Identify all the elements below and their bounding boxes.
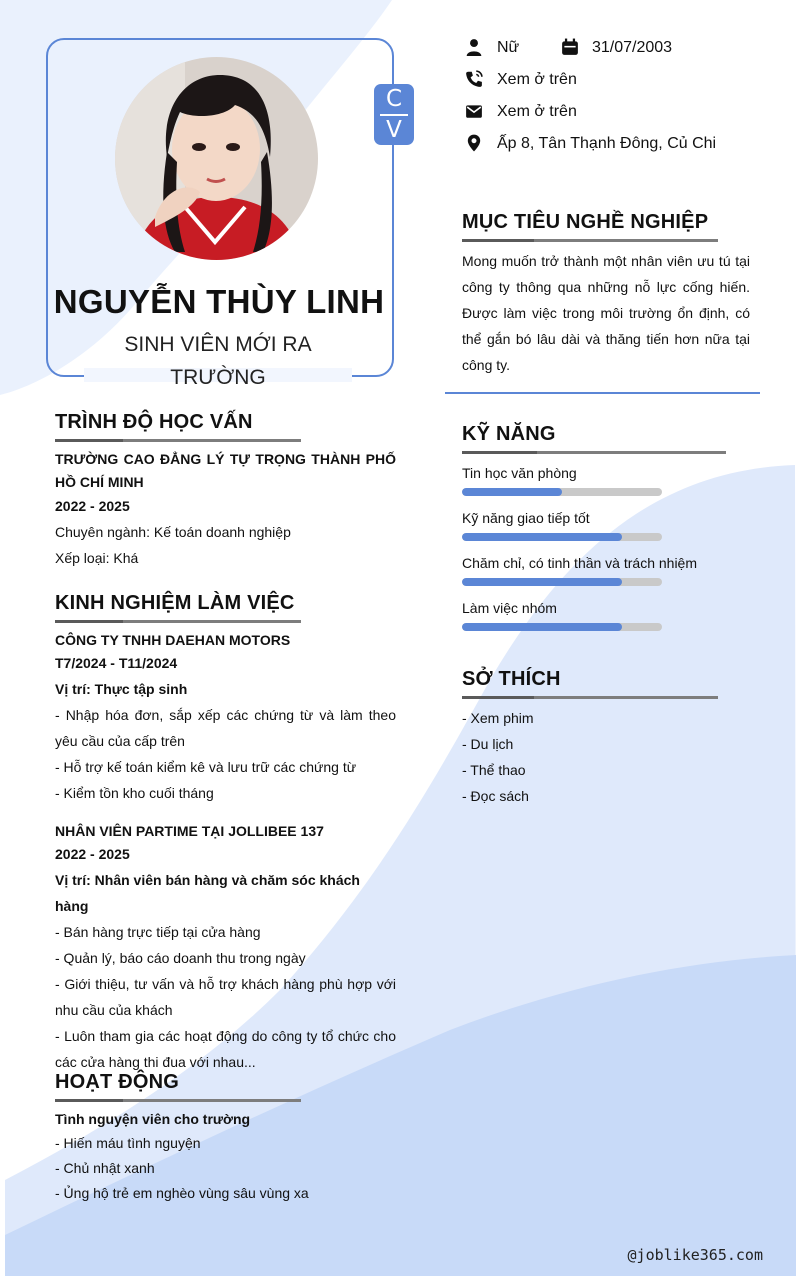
skill-bar-fill <box>462 623 622 631</box>
skill-bar-fill <box>462 533 622 541</box>
job-2 <box>55 820 396 1075</box>
hobbies-list <box>462 705 742 809</box>
job-position: Vị trí: Nhân viên bán hàng và chăm sóc khách hàng <box>55 872 360 914</box>
skill-bar <box>462 533 662 541</box>
activities-heading-underline <box>55 1099 301 1102</box>
skill-bar-fill <box>462 578 622 586</box>
email-text: Xem ở trên <box>497 103 577 120</box>
cv-badge-v: V <box>386 117 402 143</box>
objective-heading: MỤC TIÊU NGHỀ NGHIỆP <box>462 211 709 233</box>
job-company: CÔNG TY TNHH DAEHAN MOTORS <box>55 632 291 648</box>
job-task: - Kiểm tồn kho cuối tháng <box>55 785 214 801</box>
phone-text: Xem ở trên <box>497 71 577 88</box>
skill-bar <box>462 578 662 586</box>
objective-text: Mong muốn trở thành một nhân viên ưu tú tại công ty thông qua những nỗ lực cống hiến. Được làm việc trong môi trường ổn định, có thể gắn bó lâu dài và thăng tiến hơn nữa tại công ty. <box>462 253 750 373</box>
calendar-icon <box>561 38 579 56</box>
skill-item <box>462 463 662 496</box>
job-period: T7/2024 - T11/2024 <box>55 655 178 671</box>
gender-text: Nữ <box>497 39 520 56</box>
skills-heading-underline <box>462 451 726 454</box>
candidate-role <box>110 328 326 394</box>
skill-label: Kỹ năng giao tiếp tốt <box>462 510 590 526</box>
school-name: TRƯỜNG CAO ĐẲNG LÝ TỰ TRỌNG THÀNH PHỐ HỒ CHÍ MINH <box>55 451 396 490</box>
skill-bar <box>462 623 662 631</box>
job-task: - Hỗ trợ kế toán kiểm kê và lưu trữ các chứng từ <box>55 759 357 775</box>
hobby-item: - Đọc sách <box>462 788 529 804</box>
user-icon <box>465 38 483 56</box>
education-block <box>55 448 396 571</box>
job-task: - Bán hàng trực tiếp tại cửa hàng <box>55 924 261 940</box>
education-heading-underline <box>55 439 301 442</box>
activity-title: Tình nguyện viên cho trường <box>55 1111 251 1127</box>
activities-block <box>55 1108 396 1206</box>
education-grade: Xếp loại: Khá <box>55 550 139 566</box>
address-text: Ấp 8, Tân Thạnh Đông, Củ Chi <box>497 135 717 152</box>
profile-photo <box>115 57 318 260</box>
cv-badge-c: C <box>385 86 403 112</box>
hobby-item: - Du lịch <box>462 736 514 752</box>
activities-heading: HOẠT ĐỘNG <box>55 1071 180 1093</box>
birthday-text: 31/07/2003 <box>592 39 673 56</box>
activity-item: - Hiến máu tình nguyện <box>55 1135 201 1151</box>
skill-item <box>462 598 662 631</box>
cv-badge <box>374 84 414 145</box>
phone-icon <box>465 70 483 88</box>
education-period: 2022 - 2025 <box>55 498 130 514</box>
job-1 <box>55 629 396 806</box>
skill-item <box>462 553 697 586</box>
skill-label: Tin học văn phòng <box>462 465 577 481</box>
job-task: - Nhập hóa đơn, sắp xếp các chứng từ và làm theo yêu cầu của cấp trên <box>55 707 396 749</box>
job-period: 2022 - 2025 <box>55 846 130 862</box>
hobbies-heading: SỞ THÍCH <box>462 668 561 690</box>
skill-bar-fill <box>462 488 562 496</box>
footer-watermark: @joblike365.com <box>627 1246 763 1264</box>
role-line-1: SINH VIÊN MỚI RA <box>124 333 312 356</box>
location-icon <box>465 134 483 152</box>
skill-label: Làm việc nhóm <box>462 600 557 616</box>
hobbies-heading-underline <box>462 696 718 699</box>
experience-heading: KINH NGHIỆM LÀM VIỆC <box>55 592 295 614</box>
skill-bar <box>462 488 662 496</box>
section-divider <box>445 392 760 394</box>
candidate-name: NGUYỄN THÙY LINH <box>53 283 385 320</box>
skills-heading: KỸ NĂNG <box>462 423 556 445</box>
activity-item: - Ủng hộ trẻ em nghèo vùng sâu vùng xa <box>55 1185 309 1201</box>
education-heading: TRÌNH ĐỘ HỌC VẤN <box>55 411 253 433</box>
mail-icon <box>465 102 483 120</box>
job-task: - Giới thiệu, tư vấn và hỗ trợ khách hàng phù hợp với nhu cầu của khách <box>55 976 396 1018</box>
activity-item: - Chủ nhật xanh <box>55 1160 155 1176</box>
job-position: Vị trí: Thực tập sinh <box>55 681 188 697</box>
hobby-item: - Xem phim <box>462 710 534 726</box>
objective-heading-underline <box>462 239 718 242</box>
job-task: - Luôn tham gia các hoạt động do công ty tổ chức cho các cửa hàng thi đua với nhau... <box>55 1028 396 1070</box>
education-major: Chuyên ngành: Kế toán doanh nghiệp <box>55 524 291 540</box>
role-line-2: TRƯỜNG <box>170 366 266 389</box>
hobby-item: - Thể thao <box>462 762 526 778</box>
skill-label: Chăm chỉ, có tinh thần và trách nhiệm <box>462 555 698 571</box>
job-task: - Quản lý, báo cáo doanh thu trong ngày <box>55 950 306 966</box>
experience-heading-underline <box>55 620 301 623</box>
job-company: NHÂN VIÊN PARTIME TẠI JOLLIBEE 137 <box>55 823 324 839</box>
skill-item <box>462 508 662 541</box>
